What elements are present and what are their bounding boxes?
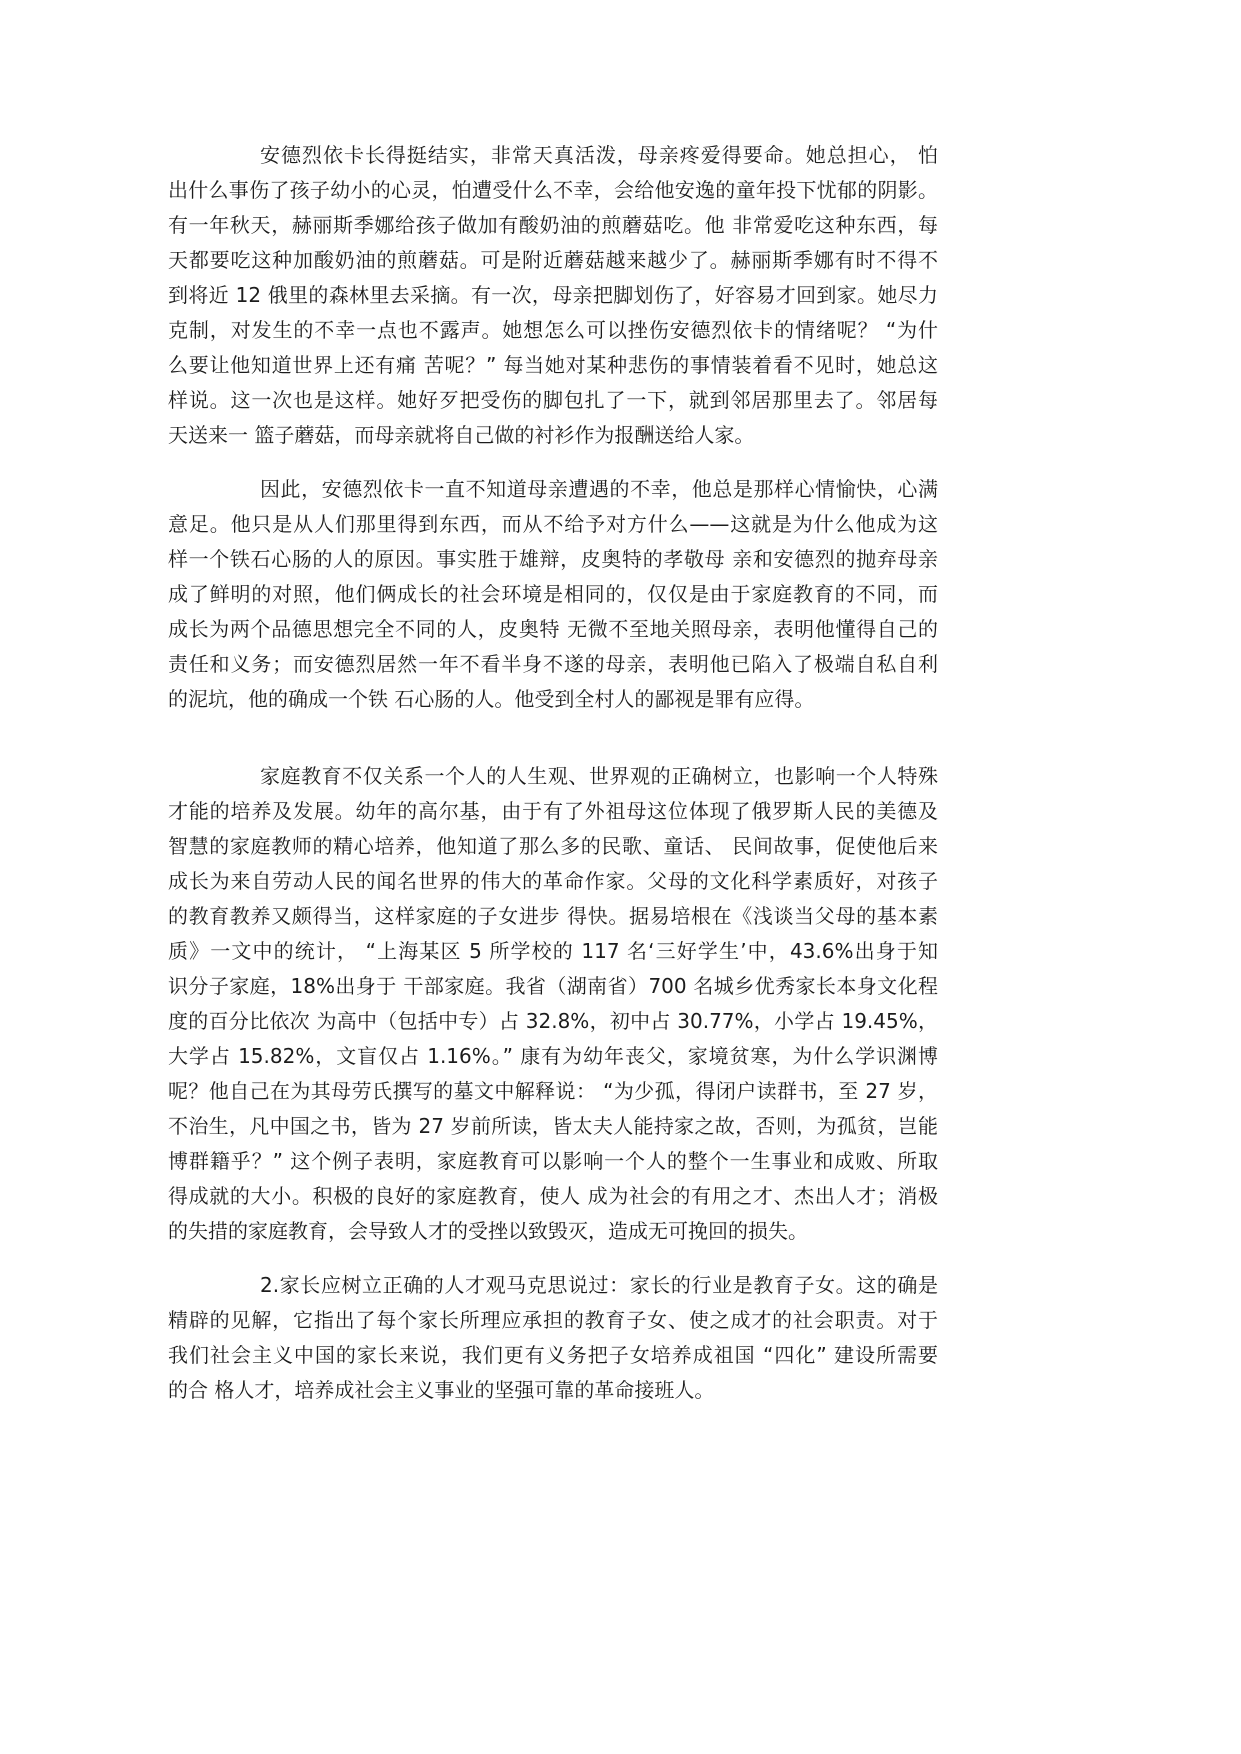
text-line: 出什么事伤了孩子幼小的心灵，怕遭受什么不幸，会给他安逸的童年投下忧郁的阴影。 <box>168 178 938 202</box>
text-line: 样说。这一次也是这样。她好歹把受伤的脚包扎了一下，就到邻居那里去了。邻居每 <box>168 388 938 412</box>
text-line: 意足。他只是从人们那里得到东西，而从不给予对方什么——这就是为什么他成为这 <box>168 512 938 536</box>
text-line: 家庭教育不仅关系一个人的人生观、世界观的正确树立，也影响一个人特殊 <box>260 764 938 788</box>
text-line: 有一年秋天，赫丽斯季娜给孩子做加有酸奶油的煎蘑菇吃。他 非常爱吃这种东西，每 <box>168 213 938 237</box>
text-line: 么要让他知道世界上还有痛 苦呢？” 每当她对某种悲伤的事情装着看不见时，她总这 <box>168 353 938 377</box>
text-line: 不治生，凡中国之书，皆为 27 岁前所读，皆太夫人能持家之故，否则，为孤贫，岂能 <box>168 1114 938 1138</box>
text-line: 的教育教养又颇得当，这样家庭的子女进步 得快。据易培根在《浅谈当父母的基本素 <box>168 904 938 928</box>
text-line: 的泥坑，他的确成一个铁 石心肠的人。他受到全村人的鄙视是罪有应得。 <box>168 687 815 711</box>
text-line: 智慧的家庭教师的精心培养，他知道了那么多的民歌、童话、 民间故事，促使他后来 <box>168 834 938 858</box>
text-line: 天都要吃这种加酸奶油的煎蘑菇。可是附近蘑菇越来越少了。赫丽斯季娜有时不得不 <box>168 248 938 272</box>
text-line: 质》一文中的统计， “上海某区 5 所学校的 117 名‘三好学生’中，43.6%出身于知 <box>168 939 938 963</box>
paragraph <box>168 1268 938 1408</box>
text-line: 成长为两个品德思想完全不同的人，皮奥特 无微不至地关照母亲，表明他懂得自己的 <box>168 617 938 641</box>
text-line: 我们社会主义中国的家长来说，我们更有义务把子女培养成祖国 “四化” 建设所需要 <box>168 1343 938 1367</box>
text-line: 呢？他自己在为其母劳氏撰写的墓文中解释说： “为少孤，得闭户读群书，至 27 岁， <box>168 1079 938 1103</box>
text-line: 成了鲜明的对照，他们俩成长的社会环境是相同的，仅仅是由于家庭教育的不同，而 <box>168 582 938 606</box>
document-page <box>168 138 938 1408</box>
text-line: 到将近 12 俄里的森林里去采摘。有一次，母亲把脚划伤了，好容易才回到家。她尽力 <box>168 283 938 307</box>
text-line: 博群籍乎？” 这个例子表明，家庭教育可以影响一个人的整个一生事业和成败、所取 <box>168 1149 938 1173</box>
paragraph <box>168 138 938 453</box>
text-line: 责任和义务；而安德烈居然一年不看半身不遂的母亲，表明他已陷入了极端自私自利 <box>168 652 938 676</box>
paragraph <box>168 759 938 1249</box>
text-line: 的合 格人才，培养成社会主义事业的坚强可靠的革命接班人。 <box>168 1378 715 1402</box>
text-line: 安德烈依卡长得挺结实，非常天真活泼，母亲疼爱得要命。她总担心， 怕 <box>260 143 938 167</box>
text-line: 成长为来自劳动人民的闻名世界的伟大的革命作家。父母的文化科学素质好，对孩子 <box>168 869 938 893</box>
text-line: 天送来一 篮子蘑菇，而母亲就将自己做的衬衫作为报酬送给人家。 <box>168 423 755 447</box>
text-line: 克制，对发生的不幸一点也不露声。她想怎么可以挫伤安德烈依卡的情绪呢？ “为什 <box>168 318 938 342</box>
text-line: 的失措的家庭教育，会导致人才的受挫以致毁灭，造成无可挽回的损失。 <box>168 1219 808 1243</box>
text-line: 大学占 15.82%，文盲仅占 1.16%。” 康有为幼年丧父，家境贫寒，为什么学识渊博 <box>168 1044 938 1068</box>
text-line: 度的百分比依次 为高中（包括中专）占 32.8%，初中占 30.77%，小学占 19.45%， <box>168 1009 938 1033</box>
text-line: 因此，安德烈依卡一直不知道母亲遭遇的不幸，他总是那样心情愉快，心满 <box>260 477 938 501</box>
paragraph <box>168 472 938 717</box>
text-line: 精辟的见解，它指出了每个家长所理应承担的教育子女、使之成才的社会职责。对于 <box>168 1308 938 1332</box>
text-line: 得成就的大小。积极的良好的家庭教育，使人 成为社会的有用之才、杰出人才；消极 <box>168 1184 938 1208</box>
text-line: 样一个铁石心肠的人的原因。事实胜于雄辩，皮奥特的孝敬母 亲和安德烈的抛弃母亲 <box>168 547 938 571</box>
text-line: 2.家长应树立正确的人才观马克思说过：家长的行业是教育子女。这的确是 <box>260 1273 938 1297</box>
text-line: 才能的培养及发展。幼年的高尔基，由于有了外祖母这位体现了俄罗斯人民的美德及 <box>168 799 938 823</box>
text-line: 识分子家庭，18%出身于 干部家庭。我省（湖南省）700 名城乡优秀家长本身文化程 <box>168 974 938 998</box>
